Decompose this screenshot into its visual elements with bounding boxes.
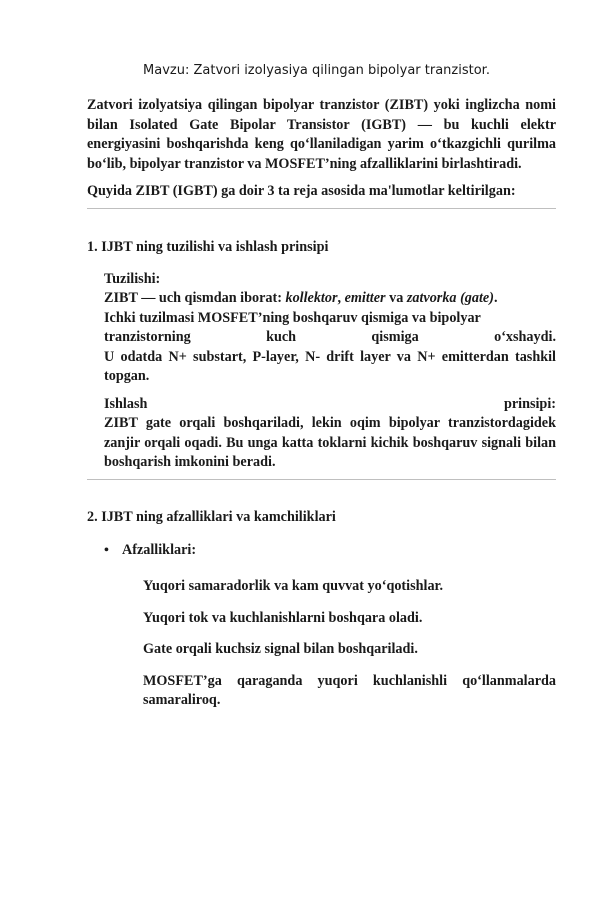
section-2-heading: 2. IJBT ning afzalliklari va kamchiliklari [87,508,336,525]
term-collector: kollektor [285,290,338,306]
advantage-item: Yuqori tok va kuchlanishlarni boshqara oladi. [143,609,423,626]
page-title: Mavzu: Zatvori izolyasiya qilingan bipolyar tranzistor. [143,63,490,78]
term-gate: zatvorka (gate) [406,290,494,306]
structure-line-3 [104,328,556,348]
separator: va [385,290,407,306]
advantage-item: Gate orqali kuchsiz signal bilan boshqariladi. [143,641,418,657]
intro-plan-paragraph: Quyida ZIBT (IGBT) ga doir 3 ta reja asosida ma'lumotlar keltirilgan: [87,183,516,199]
structure-line-2: Ichki tuzilmasi MOSFET’ning boshqaruv qismiga va bipolyar [104,309,481,326]
structure-block [104,270,556,387]
divider [87,208,556,209]
separator: , [337,290,345,306]
principle-label [104,395,556,415]
structure-prefix: ZIBT — uch qismdan iborat: [104,290,286,306]
term-emitter: emitter [344,290,386,306]
advantages-bullet-item [104,541,556,561]
principle-text: ZIBT gate orqali boshqariladi, lekin oqim bipolyar tranzistordagidek zanjir orqali oqadi. Bu unga katta toklarni kichik boshqaruv signali bilan boshqarish imkonini beradi. [104,415,556,470]
word: qismiga [371,329,419,345]
word: kuch [266,329,297,345]
structure-line-4: U odatda N+ substart, P-layer, N- drift layer va N+ emitterdan tashkil topgan. [104,348,556,384]
intro-paragraph: Zatvori izolyatsiya qilingan bipolyar tranzistor (ZIBT) yoki inglizcha nomi bilan Isolated Gate Bipolar Transistor (IGBT) — bu kuchli elektr energiyasini boshqarishda keng qo‘llaniladigan yarim o‘tkazgichli qurilma bo‘lib, bipolyar tranzistor va MOSFET’ning afzalliklarini birlashtiradi. [87,97,556,172]
separator: . [493,290,498,306]
word: tranzistorning [104,329,191,345]
word: o‘xshaydi. [494,329,556,345]
document-page [0,62,596,904]
structure-label: Tuzilishi: [104,270,161,287]
section-1-heading: 1. IJBT ning tuzilishi va ishlash prinsipi [87,238,329,255]
word: prinsipi: [503,395,556,412]
advantages-label: Afzalliklari: [122,541,197,558]
word: Ishlash [104,395,148,412]
advantage-item: Yuqori samaradorlik va kam quvvat yo‘qotishlar. [143,578,444,594]
structure-line-1 [104,289,556,309]
divider [87,479,556,480]
bullet-icon: • [104,542,109,558]
principle-block [104,395,556,473]
advantage-item: MOSFET’ga qaraganda yuqori kuchlanishli qo‘llanmalarda samaraliroq. [143,672,556,708]
